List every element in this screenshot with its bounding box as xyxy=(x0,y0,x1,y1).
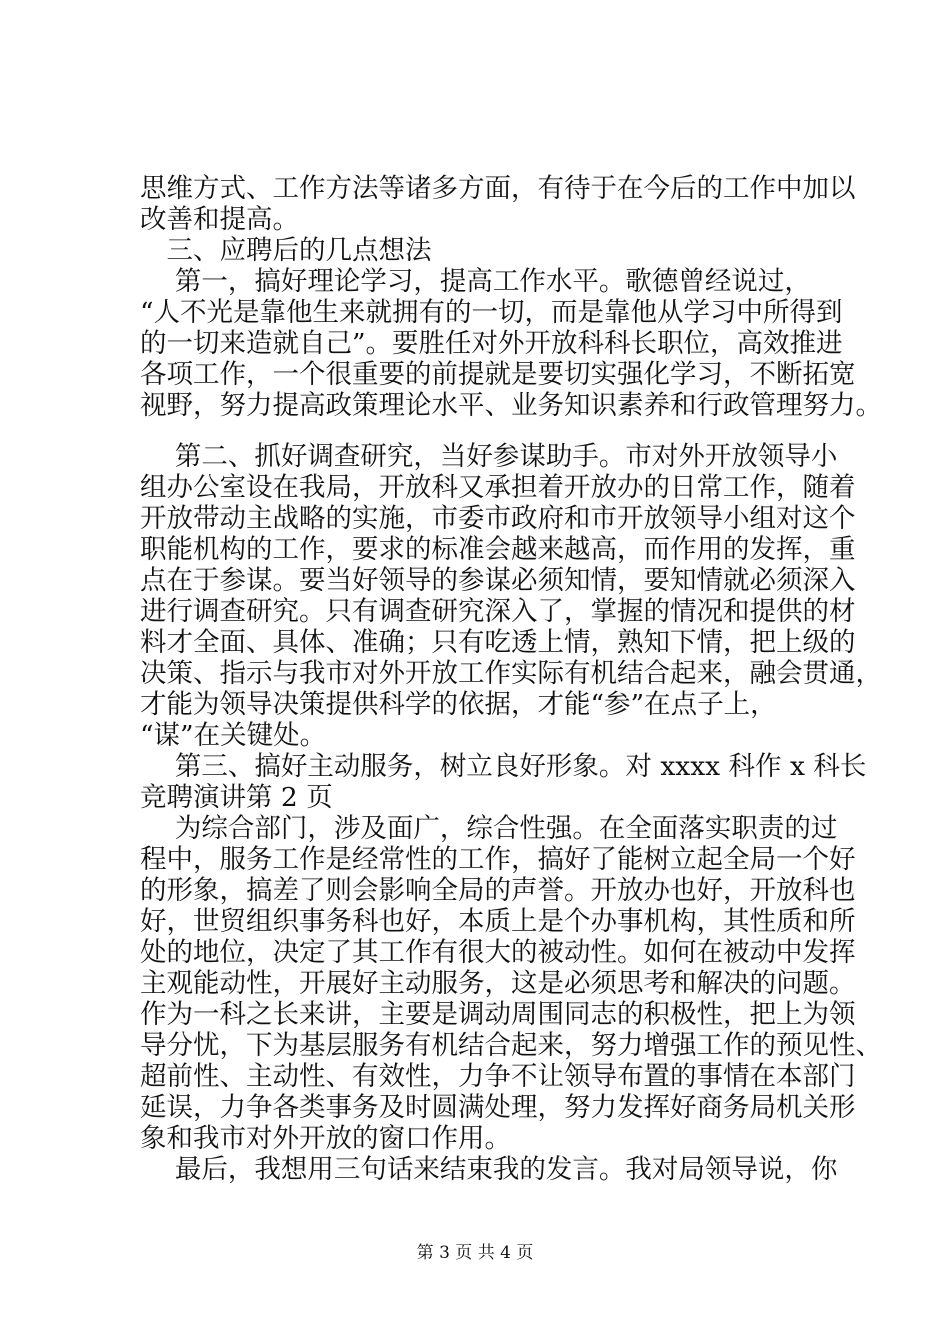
text-line: 好，世贸组织事务科也好，本质上是个办事机构，其性质和所 xyxy=(140,906,856,937)
text-line: 作为一科之长来讲，主要是调动周围同志的积极性，把上为领 xyxy=(140,999,856,1030)
text-line: 视野，努力提高政策理论水平、业务知识素养和行政管理努力。 xyxy=(140,390,882,421)
text-line: 料才全面、具体、准确；只有吃透上情，熟知下情，把上级的 xyxy=(140,627,856,658)
text-line: 第二、抓好调查研究，当好参谋助手。市对外开放领导小 xyxy=(140,441,838,472)
text-line: 的一切来造就自己”。要胜任对外开放科科长职位，高效推进 xyxy=(140,328,843,359)
text-line: 职能机构的工作，要求的标准会越来越高，而作用的发挥，重 xyxy=(140,534,856,565)
text-line: 为综合部门，涉及面广，综合性强。在全面落实职责的过 xyxy=(140,813,838,844)
text-line: 第一，搞好理论学习，提高工作水平。歌德曾经说过， xyxy=(140,266,811,297)
text-line: 改善和提高。 xyxy=(140,204,299,235)
text-line: 各项工作，一个很重要的前提就是要切实强化学习，不断拓宽 xyxy=(140,359,856,390)
text-line: 程中，服务工作是经常性的工作，搞好了能树立起全局一个好 xyxy=(140,844,856,875)
text-line: 竞聘演讲第 2 页 xyxy=(140,782,333,813)
text-line: 开放带动主战略的实施，市委市政府和市开放领导小组对这个 xyxy=(140,503,856,534)
text-line: 象和我市对外开放的窗口作用。 xyxy=(140,1123,511,1154)
text-line: 导分忧，下为基层服务有机结合起来，努力增强工作的预见性、 xyxy=(140,1030,882,1061)
text-line: 思维方式、工作方法等诸多方面，有待于在今后的工作中加以 xyxy=(140,173,856,204)
paragraph-gap xyxy=(140,421,812,441)
text-line: 组办公室设在我局，开放科又承担着开放办的日常工作，随着 xyxy=(140,472,856,503)
page-footer xyxy=(0,1242,950,1264)
text-line: 进行调查研究。只有调查研究深入了，掌握的情况和提供的材 xyxy=(140,596,856,627)
text-line: 延误，力争各类事务及时圆满处理，努力发挥好商务局机关形 xyxy=(140,1092,856,1123)
text-line: 超前性、主动性、有效性，力争不让领导布置的事情在本部门 xyxy=(140,1061,856,1092)
text-line: 最后，我想用三句话来结束我的发言。我对局领导说，你 xyxy=(140,1154,838,1185)
section-heading: 三、应聘后的几点想法 xyxy=(140,235,432,266)
text-line: 处的地位，决定了其工作有很大的被动性。如何在被动中发挥 xyxy=(140,937,856,968)
text-line: 的形象，搞差了则会影响全局的声誉。开放办也好，开放科也 xyxy=(140,875,856,906)
text-line: 决策、指示与我市对外开放工作实际有机结合起来，融会贯通， xyxy=(140,658,882,689)
text-line: 才能为领导决策提供科学的依据，才能“参”在点子上， xyxy=(140,689,777,720)
text-line: 第三、搞好主动服务，树立良好形象。对 xxxx 科作 x 科长 xyxy=(140,751,867,782)
document-body xyxy=(140,173,882,1185)
page-number-label: 第 3 页 共 4 页 xyxy=(416,1243,534,1263)
text-line: “谋”在关键处。 xyxy=(140,720,327,751)
text-line: 点在于参谋。要当好领导的参谋必须知情，要知情就必须深入 xyxy=(140,565,856,596)
text-line: 主观能动性，开展好主动服务，这是必须思考和解决的问题。 xyxy=(140,968,856,999)
text-line: “人不光是靠他生来就拥有的一切，而是靠他从学习中所得到 xyxy=(140,297,843,328)
